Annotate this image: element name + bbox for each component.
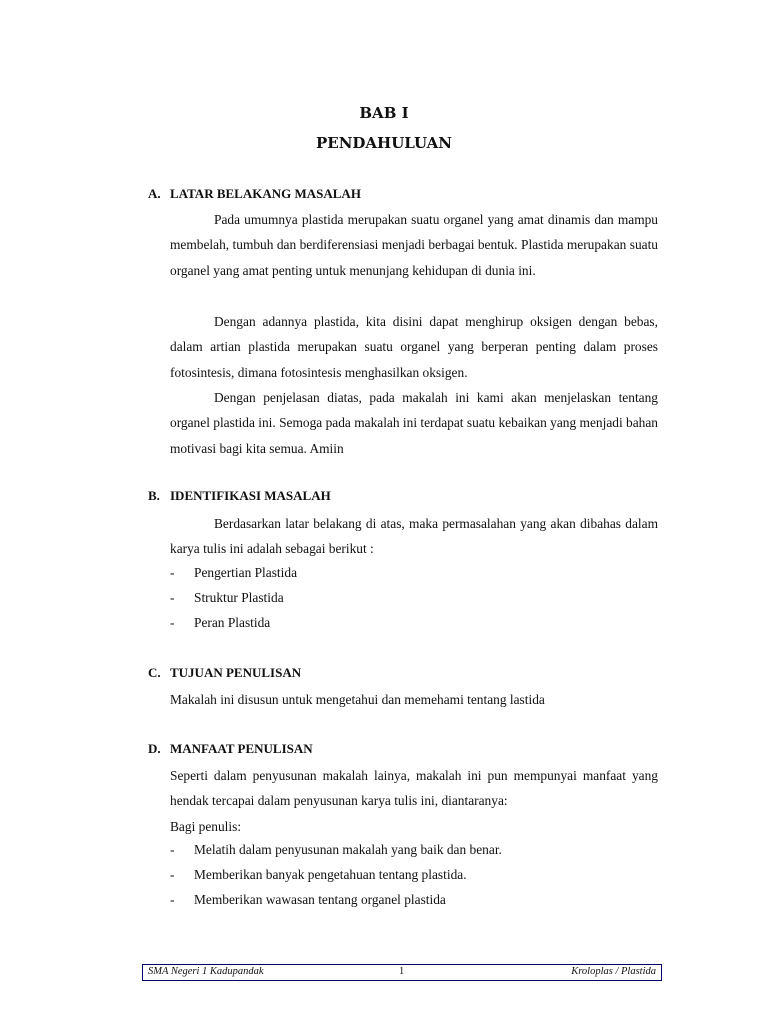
section-a-paragraph-3: Dengan penjelasan diatas, pada makalah ini kami akan menjelaskan tentang organel plastida ini. Semoga pada makalah ini terdapat suatu kebaikan yang menjadi bahan motivasi bagi kita semua. Amiin [170, 390, 658, 456]
section-a-paragraph-1: Pada umumnya plastida merupakan suatu organel yang amat dinamis dan mampu membelah, tumbuh dan berdiferensiasi menjadi berbagai bentuk. Plastida merupakan suatu organel yang amat penting untuk menunjang kehidupan di dunia ini. [170, 212, 658, 278]
list-item [170, 892, 446, 908]
section-a-paragraph-2: Dengan adannya plastida, kita disini dapat menghirup oksigen dengan bebas, dalam artian plastida merupakan suatu organel yang berperan penting dalam proses fotosintesis, dimana fotosintesis menghasilkan oksigen. [170, 314, 658, 380]
list-item-text: Memberikan banyak pengetahuan tentang plastida. [194, 867, 467, 882]
section-d-paragraph-2: Bagi penulis: [170, 819, 242, 834]
bullet-dash: - [170, 590, 175, 605]
section-b-letter: B. [148, 488, 160, 503]
section-a-heading [148, 186, 361, 202]
bullet-dash: - [170, 867, 175, 882]
footer-topic: Kroloplas / Plastida [571, 966, 656, 977]
bullet-dash: - [170, 892, 175, 907]
chapter-number: BAB I [359, 104, 409, 122]
footer-page-number: 1 [399, 966, 405, 977]
section-a-letter: A. [148, 186, 161, 201]
section-d-heading [148, 741, 313, 757]
section-b-title: IDENTIFIKASI MASALAH [170, 488, 331, 503]
section-d-paragraph-1: Seperti dalam penyusunan makalah lainya, makalah ini pun mempunyai manfaat yang hendak tercapai dalam penyusunan karya tulis ini, diantaranya: [170, 768, 658, 809]
section-d-title: MANFAAT PENULISAN [170, 741, 313, 756]
list-item-text: Pengertian Plastida [194, 565, 298, 580]
footer-school: SMA Negeri 1 Kadupandak [148, 966, 264, 977]
section-b-heading [148, 488, 331, 504]
bullet-dash: - [170, 565, 175, 580]
list-item-text: Peran Plastida [194, 615, 271, 630]
list-item-text: Melatih dalam penyusunan makalah yang baik dan benar. [194, 842, 502, 857]
list-item [170, 867, 467, 883]
bullet-dash: - [170, 842, 175, 857]
list-item [170, 565, 297, 581]
list-item [170, 590, 284, 606]
section-c-heading [148, 665, 301, 681]
list-item-text: Memberikan wawasan tentang organel plastida [194, 892, 446, 907]
section-c-paragraph-1: Makalah ini disusun untuk mengetahui dan memehami tentang lastida [170, 692, 545, 707]
section-b-paragraph-1: Berdasarkan latar belakang di atas, maka permasalahan yang akan dibahas dalam karya tulis ini adalah sebagai berikut : [170, 516, 658, 557]
section-d-letter: D. [148, 741, 161, 756]
page-footer [142, 964, 662, 981]
list-item [170, 615, 270, 631]
section-c-title: TUJUAN PENULISAN [170, 665, 302, 680]
section-c-letter: C. [148, 665, 161, 680]
section-a-title: LATAR BELAKANG MASALAH [170, 186, 361, 201]
bullet-dash: - [170, 615, 175, 630]
chapter-title: PENDAHULUAN [315, 134, 453, 152]
list-item [170, 842, 502, 858]
list-item-text: Struktur Plastida [194, 590, 284, 605]
